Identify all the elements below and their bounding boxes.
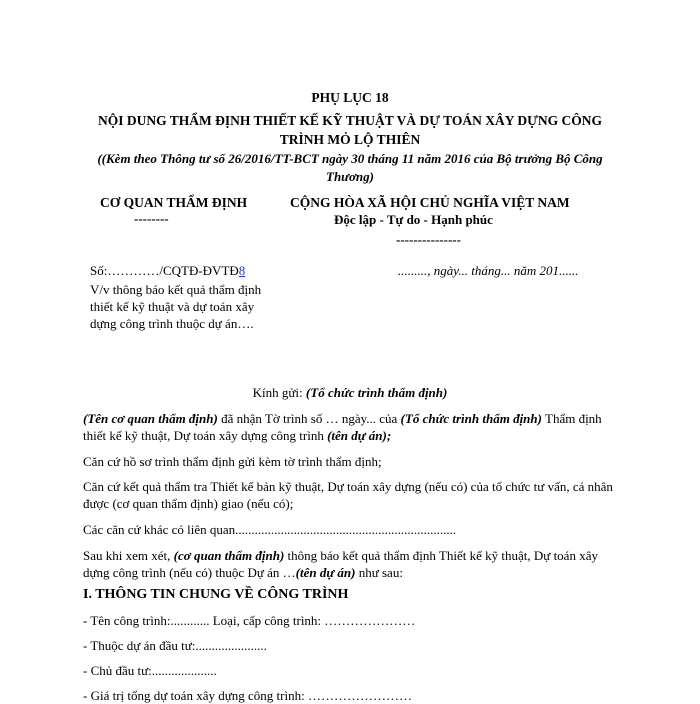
- body-paragraph-5: [83, 547, 613, 581]
- attachment-note-line-2: Thương): [326, 169, 374, 184]
- attachment-note-line-1: ((Kèm theo Thông tư số 26/2016/TT-BCT ngày 30 tháng 11 năm 2016 của Bộ trưởng Bộ Công: [97, 151, 603, 166]
- p5-text-3: như sau:: [355, 565, 403, 580]
- document-title-line-2: TRÌNH MỎ LỘ THIÊN: [279, 132, 421, 147]
- appendix-label: PHỤ LỤC 18: [311, 90, 389, 105]
- date-line: ........., ngày... tháng... năm 201......: [398, 263, 579, 278]
- recipient-name: (Tổ chức trình thẩm định): [305, 385, 448, 400]
- info-item-investment-project: - Thuộc dự án đầu tư:......................: [83, 638, 267, 653]
- recipient-prefix: Kính gửi:: [252, 385, 306, 400]
- p5-agency: (cơ quan thẩm định): [173, 548, 285, 563]
- footnote-reference-link[interactable]: 8: [238, 263, 246, 278]
- p1-text-2: Thẩm định thiết kế kỹ thuật, Dự toán xây dựng công trình: [83, 411, 602, 443]
- p5-text: Sau khi xem xét,: [83, 548, 174, 563]
- motto-divider: ---------------: [396, 232, 461, 247]
- document-number: [90, 263, 245, 279]
- republic-heading: CỘNG HÒA XÃ HỘI CHỦ NGHĨA VIỆT NAM: [290, 195, 570, 210]
- p1-text: đã nhận Tờ trình số … ngày... của: [217, 411, 401, 426]
- info-item-project-name: - Tên công trình:............ Loại, cấp công trình: …………………: [83, 613, 416, 628]
- section-heading-general-info: I. THÔNG TIN CHUNG VỀ CÔNG TRÌNH: [83, 587, 349, 602]
- document-title-line-1: NỘI DUNG THẨM ĐỊNH THIẾT KẾ KỸ THUẬT VÀ DỰ TOÁN XÂY DỰNG CÔNG: [98, 113, 602, 128]
- body-paragraph-4: Các căn cứ khác có liên quan....................................................................: [83, 522, 457, 537]
- p1-agency: (Tên cơ quan thẩm định): [83, 411, 218, 426]
- body-paragraph-1: [83, 410, 613, 444]
- recipient-line: [0, 385, 700, 401]
- agency-divider: --------: [134, 211, 169, 226]
- subject-line: V/v thông báo kết quả thẩm định thiết kế kỹ thuật và dự toán xây dựng công trình thuộc dự án….: [90, 282, 262, 331]
- p1-project: (tên dự án);: [327, 428, 392, 443]
- p5-project: (tên dự án): [295, 565, 356, 580]
- info-item-investor: - Chủ đầu tư:....................: [83, 663, 217, 678]
- national-motto: Độc lập - Tự do - Hạnh phúc: [334, 212, 493, 227]
- info-item-total-estimate: - Giá trị tổng dự toán xây dựng công trình: ……………………: [83, 688, 412, 703]
- document-number-text: Số:…………/CQTĐ-ĐVTĐ: [90, 263, 239, 278]
- agency-name: CƠ QUAN THẨM ĐỊNH: [100, 195, 248, 210]
- p5-text-2: thông báo kết quả thẩm định Thiết kế kỹ thuật, Dự toán xây dựng công trình (nếu có) thuộc Dự án …: [83, 548, 598, 580]
- body-paragraph-2: Căn cứ hồ sơ trình thẩm định gửi kèm tờ trình thẩm định;: [83, 454, 382, 469]
- p1-submitter: (Tổ chức trình thẩm định): [400, 411, 542, 426]
- body-paragraph-3: Căn cứ kết quả thẩm tra Thiết kế bản kỹ thuật, Dự toán xây dựng (nếu có) của tổ chức tư vấn, cá nhân được (cơ quan thẩm định) giao (nếu có);: [83, 479, 613, 511]
